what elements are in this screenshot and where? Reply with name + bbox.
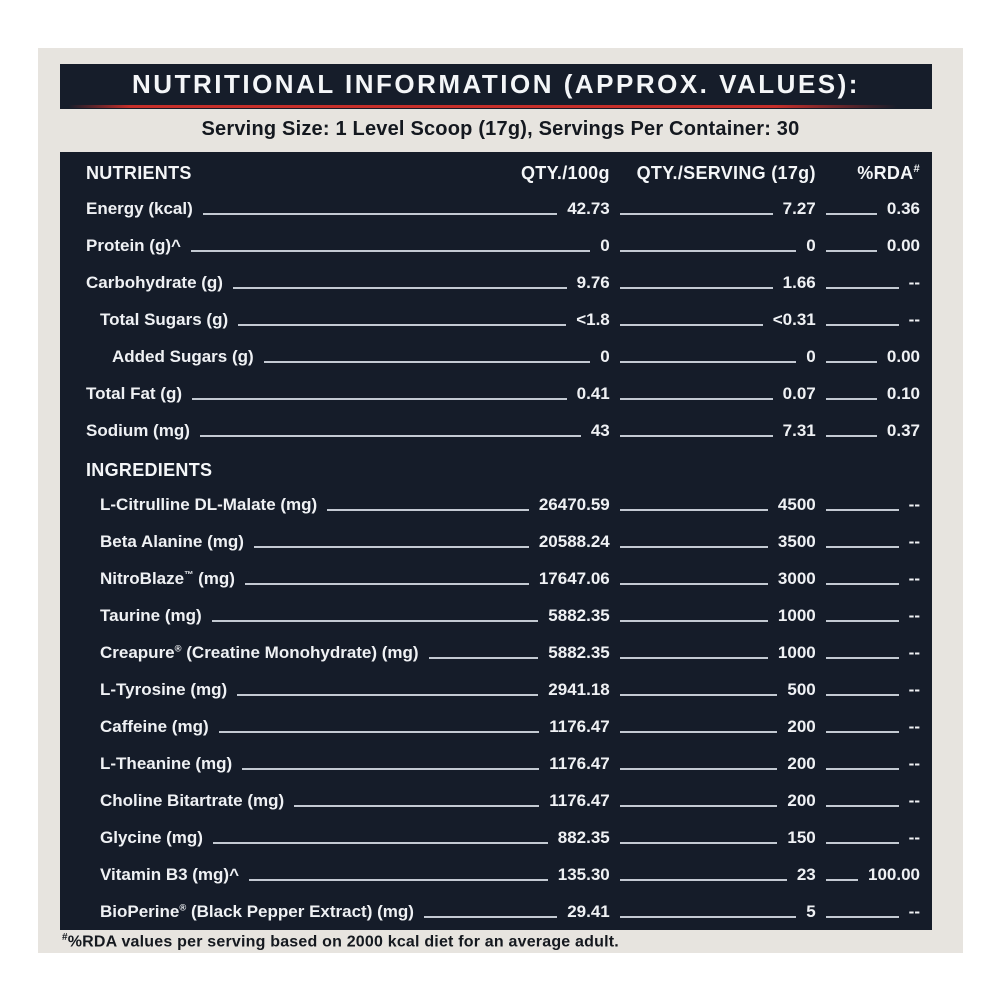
qty-serving-value: 200 [787, 790, 816, 810]
qty-100g-value: 2941.18 [548, 679, 610, 699]
title-bar [60, 64, 932, 109]
leader-line [620, 620, 768, 622]
qty-serving-value: 0 [806, 346, 816, 366]
row-segment-100g [86, 199, 610, 219]
row-label: Vitamin B3 (mg)^ [100, 864, 240, 884]
qty-serving-value: 500 [787, 679, 816, 699]
qty-serving-value: 4500 [777, 494, 816, 514]
rda-value: -- [908, 642, 920, 662]
row-label: Taurine (mg) [100, 605, 202, 625]
leader-line [192, 398, 567, 400]
row-segment-100g [86, 717, 610, 737]
col-qty-serving: QTY./SERVING (17g) [636, 162, 816, 183]
qty-100g-value: 20588.24 [538, 531, 610, 551]
row-segment-100g [86, 236, 610, 256]
leader-line [826, 287, 899, 289]
leader-line [826, 398, 877, 400]
table-row [86, 486, 920, 523]
leader-line [620, 731, 778, 733]
row-segment-serving [610, 384, 816, 404]
qty-100g-value: 1176.47 [549, 753, 610, 773]
table-row [86, 597, 920, 634]
leader-line [826, 916, 899, 918]
leader-line [429, 657, 539, 659]
row-label: Beta Alanine (mg) [100, 531, 244, 551]
qty-100g-value: 29.41 [567, 901, 610, 921]
row-segment-rda [816, 828, 920, 848]
row-segment-rda [816, 421, 920, 441]
leader-line [219, 731, 540, 733]
header-segment-3 [816, 163, 920, 184]
table-row [86, 745, 920, 782]
row-segment-rda [816, 569, 920, 589]
row-label: L-Tyrosine (mg) [100, 679, 228, 699]
row-segment-serving [610, 569, 816, 589]
leader-line [424, 916, 557, 918]
rda-value: 0.37 [886, 420, 920, 440]
leader-line [254, 546, 529, 548]
qty-100g-value: 5882.35 [548, 605, 610, 625]
rda-value: -- [908, 568, 920, 588]
row-segment-rda [816, 236, 920, 256]
footer-superscript: # [62, 932, 68, 943]
row-segment-100g [86, 532, 610, 552]
label-sheet [38, 48, 963, 953]
qty-serving-value: 1.66 [782, 272, 816, 292]
leader-line [213, 842, 548, 844]
rda-value: -- [908, 716, 920, 736]
table-row [86, 301, 920, 338]
row-segment-serving [610, 643, 816, 663]
qty-100g-value: 135.30 [557, 864, 610, 884]
qty-100g-value: 882.35 [557, 827, 610, 847]
qty-serving-value: 5 [806, 901, 816, 921]
nutrient-rows [86, 190, 920, 449]
leader-line [826, 324, 899, 326]
row-label: L-Citrulline DL-Malate (mg) [100, 494, 318, 514]
rda-value: 100.00 [867, 864, 920, 884]
row-segment-serving [610, 236, 816, 256]
leader-line [620, 324, 763, 326]
col-qty-100g: QTY./100g [521, 162, 610, 183]
leader-line [620, 287, 773, 289]
ingredient-rows [86, 486, 920, 930]
table-row [86, 782, 920, 819]
table-row [86, 560, 920, 597]
qty-100g-value: 0 [600, 235, 610, 255]
row-segment-serving [610, 310, 816, 330]
leader-line [620, 509, 768, 511]
table-row [86, 190, 920, 227]
table-row [86, 856, 920, 893]
row-label: Total Sugars (g) [100, 309, 229, 329]
rda-value: -- [908, 790, 920, 810]
rda-value: 0.00 [886, 235, 920, 255]
row-segment-rda [816, 717, 920, 737]
leader-line [826, 509, 899, 511]
row-segment-100g [86, 643, 610, 663]
table-row [86, 893, 920, 930]
rda-value: -- [908, 827, 920, 847]
row-label: L-Theanine (mg) [100, 753, 233, 773]
row-segment-serving [610, 717, 816, 737]
row-segment-100g [86, 347, 610, 367]
leader-line [294, 805, 539, 807]
qty-100g-value: 0.41 [576, 383, 610, 403]
leader-line [826, 620, 899, 622]
table-row [86, 523, 920, 560]
row-segment-serving [610, 273, 816, 293]
leader-line [249, 879, 548, 881]
table-row [86, 375, 920, 412]
row-label: Energy (kcal) [86, 198, 193, 218]
qty-serving-value: 7.31 [782, 420, 816, 440]
serving-size-line: Serving Size: 1 Level Scoop (17g), Servings Per Container: 30 [201, 118, 800, 140]
row-segment-100g [86, 569, 610, 589]
leader-line [203, 213, 557, 215]
row-segment-rda [816, 273, 920, 293]
row-segment-rda [816, 865, 920, 885]
leader-line [264, 361, 591, 363]
row-label: Carbohydrate (g) [86, 272, 223, 292]
row-segment-100g [86, 310, 610, 330]
qty-100g-value: 9.76 [576, 272, 610, 292]
leader-line [620, 916, 797, 918]
col-rda: %RDA# [857, 162, 920, 183]
row-segment-rda [816, 384, 920, 404]
leader-line [826, 694, 899, 696]
row-label: Added Sugars (g) [112, 346, 254, 366]
leader-line [620, 546, 768, 548]
leader-line [620, 250, 797, 252]
leader-line [620, 398, 773, 400]
leader-line [826, 546, 899, 548]
qty-100g-value: 42.73 [567, 198, 610, 218]
row-segment-serving [610, 865, 816, 885]
table-row [86, 227, 920, 264]
table-row [86, 264, 920, 301]
rda-value: -- [908, 272, 920, 292]
rda-value: -- [908, 901, 920, 921]
row-segment-100g [86, 791, 610, 811]
qty-serving-value: 1000 [777, 642, 816, 662]
row-segment-100g [86, 828, 610, 848]
rda-value: -- [908, 494, 920, 514]
row-label: BioPerine® (Black Pepper Extract) (mg) [100, 901, 414, 921]
row-segment-serving [610, 532, 816, 552]
qty-serving-value: 1000 [777, 605, 816, 625]
rda-value: 0.00 [886, 346, 920, 366]
qty-serving-value: 3500 [777, 531, 816, 551]
leader-line [620, 213, 773, 215]
rda-value: -- [908, 531, 920, 551]
leader-line [238, 324, 566, 326]
leader-line [620, 657, 768, 659]
col-nutrients: NUTRIENTS [86, 162, 192, 183]
header-segment-2 [610, 163, 816, 184]
qty-serving-value: 200 [787, 753, 816, 773]
row-segment-serving [610, 606, 816, 626]
header-segment-1 [86, 163, 610, 184]
row-label: Protein (g)^ [86, 235, 181, 255]
leader-line [620, 805, 778, 807]
footer-note-text: %RDA values per serving based on 2000 kcal diet for an average adult. [67, 933, 619, 951]
leader-line [212, 620, 539, 622]
table-row [86, 412, 920, 449]
qty-100g-value: 5882.35 [548, 642, 610, 662]
ingredients-heading: INGREDIENTS [86, 460, 213, 480]
row-segment-rda [816, 902, 920, 922]
rda-value: -- [908, 309, 920, 329]
table-row [86, 671, 920, 708]
table-row [86, 338, 920, 375]
qty-serving-value: <0.31 [772, 309, 816, 329]
row-segment-100g [86, 384, 610, 404]
row-segment-100g [86, 273, 610, 293]
rda-value: -- [908, 605, 920, 625]
row-segment-100g [86, 606, 610, 626]
leader-line [620, 583, 768, 585]
footer-note [62, 932, 619, 951]
rda-value: -- [908, 679, 920, 699]
row-segment-serving [610, 828, 816, 848]
qty-100g-value: 1176.47 [549, 790, 610, 810]
rda-superscript: # [913, 162, 920, 175]
qty-100g-value: 17647.06 [538, 568, 610, 588]
page-title: NUTRITIONAL INFORMATION (APPROX. VALUES): [132, 69, 860, 99]
leader-line [620, 435, 773, 437]
row-label: Glycine (mg) [100, 827, 203, 847]
ingredients-heading-row [86, 449, 920, 486]
row-segment-serving [610, 199, 816, 219]
qty-100g-value: 0 [600, 346, 610, 366]
leader-line [826, 361, 877, 363]
leader-line [826, 250, 877, 252]
leader-line [620, 694, 778, 696]
qty-serving-value: 200 [787, 716, 816, 736]
rda-value: 0.10 [886, 383, 920, 403]
leader-line [826, 583, 899, 585]
leader-line [826, 842, 899, 844]
row-segment-rda [816, 532, 920, 552]
row-label: NitroBlaze™ (mg) [100, 568, 235, 588]
leader-line [826, 213, 877, 215]
row-segment-rda [816, 347, 920, 367]
table-row [86, 708, 920, 745]
nutrition-table [60, 152, 932, 930]
row-segment-serving [610, 347, 816, 367]
row-label: Total Fat (g) [86, 383, 182, 403]
rda-value: -- [908, 753, 920, 773]
red-accent-line [60, 105, 932, 108]
leader-line [237, 694, 538, 696]
row-segment-rda [816, 310, 920, 330]
leader-line [826, 435, 877, 437]
row-label: Sodium (mg) [86, 420, 190, 440]
leader-line [620, 842, 778, 844]
row-label: Caffeine (mg) [100, 716, 209, 736]
leader-line [620, 361, 797, 363]
row-segment-100g [86, 680, 610, 700]
row-segment-rda [816, 791, 920, 811]
row-segment-rda [816, 680, 920, 700]
qty-100g-value: 1176.47 [549, 716, 610, 736]
row-segment-serving [610, 754, 816, 774]
row-segment-serving [610, 791, 816, 811]
row-segment-rda [816, 643, 920, 663]
leader-line [826, 805, 899, 807]
row-segment-rda [816, 199, 920, 219]
table-row [86, 819, 920, 856]
row-segment-100g [86, 421, 610, 441]
row-segment-serving [610, 421, 816, 441]
qty-100g-value: 43 [590, 420, 610, 440]
row-segment-100g [86, 495, 610, 515]
row-segment-rda [816, 495, 920, 515]
row-segment-rda [816, 606, 920, 626]
leader-line [826, 731, 899, 733]
row-label: Creapure® (Creatine Monohydrate) (mg) [100, 642, 419, 662]
row-segment-100g [86, 754, 610, 774]
row-segment-rda [816, 754, 920, 774]
qty-serving-value: 7.27 [782, 198, 816, 218]
leader-line [826, 657, 899, 659]
leader-line [191, 250, 590, 252]
qty-serving-value: 0 [806, 235, 816, 255]
leader-line [233, 287, 567, 289]
qty-serving-value: 0.07 [782, 383, 816, 403]
row-label: Choline Bitartrate (mg) [100, 790, 285, 810]
leader-line [242, 768, 539, 770]
leader-line [620, 768, 778, 770]
leader-line [245, 583, 529, 585]
row-segment-serving [610, 495, 816, 515]
row-segment-serving [610, 902, 816, 922]
qty-serving-value: 23 [796, 864, 816, 884]
row-segment-100g [86, 902, 610, 922]
leader-line [620, 879, 787, 881]
table-row [86, 634, 920, 671]
row-segment-serving [610, 680, 816, 700]
table-header-row [86, 152, 920, 190]
leader-line [826, 879, 858, 881]
leader-line [826, 768, 899, 770]
row-segment-100g [86, 865, 610, 885]
qty-100g-value: 26470.59 [538, 494, 610, 514]
rda-value: 0.36 [886, 198, 920, 218]
leader-line [327, 509, 529, 511]
qty-serving-value: 150 [787, 827, 816, 847]
qty-serving-value: 3000 [777, 568, 816, 588]
leader-line [200, 435, 581, 437]
qty-100g-value: <1.8 [576, 309, 610, 329]
